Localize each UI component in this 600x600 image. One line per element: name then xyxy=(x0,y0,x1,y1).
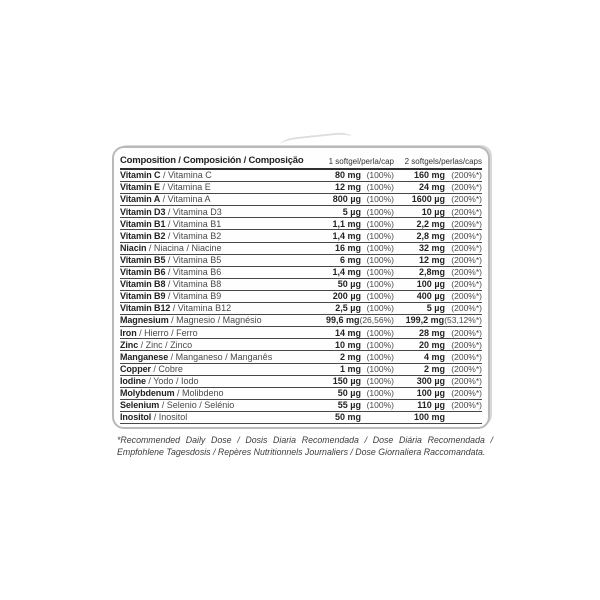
table-row xyxy=(120,351,482,363)
dose-1-value: 1,4 mg xyxy=(332,230,361,241)
table-row xyxy=(120,266,482,278)
dose-2-cell xyxy=(394,169,482,182)
dose-2-value: 10 µg xyxy=(421,206,445,217)
dose-2-value: 24 mg xyxy=(418,182,445,193)
dose-1-percent: (100%) xyxy=(366,339,394,350)
table-row xyxy=(120,242,482,254)
dose-1-value: 2,5 µg xyxy=(335,303,361,314)
dose-1-cell xyxy=(298,339,394,351)
dose-2-cell xyxy=(394,375,482,387)
nutrient-name-translations: / Molibdeno xyxy=(174,387,224,398)
dose-1-percent: (100%) xyxy=(366,400,394,411)
nutrient-name-cell xyxy=(120,303,298,315)
composition-label xyxy=(112,146,490,429)
dose-2-value: 100 mg xyxy=(413,412,445,423)
nutrient-name-translations: / Vitamina B9 xyxy=(165,291,222,302)
nutrient-name: Inositol xyxy=(120,412,152,423)
dose-2-value: 100 µg xyxy=(416,387,445,398)
nutrient-name-translations: / Vitamina C xyxy=(160,170,212,181)
dose-1-percent: (100%) xyxy=(366,254,394,265)
nutrient-name-cell xyxy=(120,254,298,266)
dose-1-value: 1 mg xyxy=(339,363,361,374)
nutrient-name: Vitamin E xyxy=(120,182,160,193)
nutrient-name-cell xyxy=(120,339,298,351)
dose-1-value: 10 mg xyxy=(334,339,361,350)
dose-1-percent: (100%) xyxy=(366,242,394,253)
header-dose-2: 2 softgels/perlas/caps xyxy=(394,151,482,169)
nutrient-name-translations: / Cobre xyxy=(150,363,183,374)
nutrient-name-translations: / Vitamina B1 xyxy=(165,218,222,229)
table-row xyxy=(120,254,482,266)
nutrient-name: Selenium xyxy=(120,400,160,411)
nutrient-name: Iron xyxy=(120,327,137,338)
dose-2-percent: (200%*) xyxy=(451,387,482,398)
nutrient-name-translations: / Vitamina D3 xyxy=(165,206,222,217)
dose-2-cell xyxy=(394,290,482,302)
dose-1-cell xyxy=(298,327,394,339)
dose-2-cell xyxy=(394,218,482,230)
dose-2-value: 5 µg xyxy=(426,303,445,314)
nutrient-name: Vitamin C xyxy=(120,170,161,181)
dose-2-value: 32 mg xyxy=(418,242,445,253)
nutrient-name-translations: / Selenio / Selénio xyxy=(159,400,235,411)
dose-1-value: 12 mg xyxy=(334,182,361,193)
dose-2-value: 20 mg xyxy=(418,339,445,350)
dose-1-value: 1,1 mg xyxy=(332,218,361,229)
dose-1-value: 16 mg xyxy=(334,242,361,253)
dose-1-cell xyxy=(298,242,394,254)
dose-2-percent: (200%*) xyxy=(451,339,482,350)
dose-2-cell xyxy=(394,206,482,218)
dose-1-percent: (100%) xyxy=(366,363,394,374)
dose-2-value: 12 mg xyxy=(418,254,445,265)
dose-1-cell xyxy=(298,399,394,411)
nutrient-name-cell xyxy=(120,278,298,290)
dose-1-percent: (100%) xyxy=(366,375,394,386)
dose-2-value: 400 µg xyxy=(416,291,445,302)
dose-1-value: 2 mg xyxy=(339,351,361,362)
dose-2-percent: (200%*) xyxy=(451,375,482,386)
dose-2-value: 100 µg xyxy=(416,279,445,290)
nutrient-name-cell xyxy=(120,351,298,363)
composition-table-header xyxy=(120,151,482,169)
dose-1-value: 50 mg xyxy=(334,412,361,423)
footnote-rdd: *Recommended Daily Dose / Dosis Diaria Recomendada / Dose Diária Recomendada / Empfohlene Tagesdosis / Repères Nutritionnels Journaliers / Dose Giornaliera Raccomandata. xyxy=(117,435,493,457)
table-row xyxy=(120,399,482,411)
table-row xyxy=(120,363,482,375)
nutrient-name-cell xyxy=(120,411,298,423)
dose-1-value: 50 µg xyxy=(337,387,361,398)
nutrient-name-translations: / Vitamina B2 xyxy=(165,230,222,241)
dose-2-cell xyxy=(394,230,482,242)
nutrient-name: Vitamin B8 xyxy=(120,279,166,290)
dose-2-percent: (200%*) xyxy=(451,242,482,253)
nutrient-name: Copper xyxy=(120,363,151,374)
nutrient-name-cell xyxy=(120,242,298,254)
table-row xyxy=(120,411,482,423)
nutrient-name: Iodine xyxy=(120,375,146,386)
dose-2-value: 28 mg xyxy=(418,327,445,338)
dose-2-cell xyxy=(394,327,482,339)
dose-1-percent: (100%) xyxy=(366,267,394,278)
dose-1-cell xyxy=(298,411,394,423)
table-row xyxy=(120,315,482,327)
table-row xyxy=(120,218,482,230)
nutrient-name-translations: / Vitamina B6 xyxy=(165,267,222,278)
nutrient-name: Manganese xyxy=(120,351,169,362)
nutrient-name-translations: / Manganeso / Manganês xyxy=(168,351,273,362)
nutrient-name: Vitamin B6 xyxy=(120,267,166,278)
dose-2-value: 1600 µg xyxy=(411,194,445,205)
nutrient-name-translations: / Vitamina A xyxy=(160,194,211,205)
nutrient-name-translations: / Vitamina E xyxy=(159,182,211,193)
nutrient-name-translations: / Vitamina B12 xyxy=(170,303,232,314)
nutrient-name: Magnesium xyxy=(120,315,169,326)
dose-1-value: 50 µg xyxy=(337,279,361,290)
dose-2-cell xyxy=(394,266,482,278)
composition-table xyxy=(120,151,482,424)
dose-2-percent: (200%*) xyxy=(451,400,482,411)
dose-2-value: 199,2 mg xyxy=(405,315,445,326)
dose-1-cell xyxy=(298,363,394,375)
nutrient-name-translations: / Niacina / Niacine xyxy=(146,242,222,253)
table-row xyxy=(120,194,482,206)
dose-2-percent: (200%*) xyxy=(451,218,482,229)
dose-2-value: 2,2 mg xyxy=(416,218,445,229)
nutrient-name: Vitamin D3 xyxy=(120,206,166,217)
dose-1-cell xyxy=(298,315,394,327)
nutrient-name-cell xyxy=(120,230,298,242)
nutrient-name: Zinc xyxy=(120,339,139,350)
dose-1-cell xyxy=(298,278,394,290)
nutrient-name-cell xyxy=(120,315,298,327)
table-row xyxy=(120,387,482,399)
nutrient-name-translations: / Yodo / Iodo xyxy=(145,375,199,386)
dose-1-value: 55 µg xyxy=(337,400,361,411)
dose-1-cell xyxy=(298,218,394,230)
dose-2-cell xyxy=(394,315,482,327)
dose-1-value: 14 mg xyxy=(334,327,361,338)
nutrient-name: Vitamin B9 xyxy=(120,291,166,302)
nutrient-name-cell xyxy=(120,266,298,278)
table-row xyxy=(120,327,482,339)
dose-2-cell xyxy=(394,411,482,423)
nutrient-name-cell xyxy=(120,194,298,206)
dose-2-cell xyxy=(394,399,482,411)
nutrient-name-translations: / Zinc / Zinco xyxy=(138,339,193,350)
dose-1-cell xyxy=(298,254,394,266)
table-row xyxy=(120,230,482,242)
nutrient-name-cell xyxy=(120,327,298,339)
dose-2-percent: (200%*) xyxy=(451,206,482,217)
nutrient-name-cell xyxy=(120,290,298,302)
dose-2-cell xyxy=(394,351,482,363)
dose-2-percent: (200%*) xyxy=(451,170,482,181)
dose-2-percent: (200%*) xyxy=(451,363,482,374)
dose-1-cell xyxy=(298,194,394,206)
dose-1-percent: (100%) xyxy=(366,351,394,362)
dose-2-percent: (200%*) xyxy=(451,291,482,302)
dose-1-cell xyxy=(298,206,394,218)
dose-2-percent: (200%*) xyxy=(451,303,482,314)
dose-1-percent: (100%) xyxy=(366,279,394,290)
dose-1-percent: (100%) xyxy=(366,194,394,205)
dose-2-percent: (200%*) xyxy=(451,327,482,338)
nutrient-name: Vitamin B12 xyxy=(120,303,171,314)
dose-2-percent: (200%*) xyxy=(451,254,482,265)
dose-1-value: 800 µg xyxy=(332,194,361,205)
dose-1-value: 150 µg xyxy=(332,375,361,386)
dose-1-cell xyxy=(298,387,394,399)
dose-1-percent: (100%) xyxy=(366,303,394,314)
dose-1-cell xyxy=(298,303,394,315)
dose-1-value: 200 µg xyxy=(332,291,361,302)
dose-1-percent: (100%) xyxy=(366,387,394,398)
dose-1-value: 6 mg xyxy=(339,254,361,265)
dose-2-value: 2,8mg xyxy=(418,267,445,278)
table-row xyxy=(120,339,482,351)
dose-2-percent: (53,12%*) xyxy=(444,315,482,326)
table-row xyxy=(120,169,482,182)
nutrient-name-translations: / Vitamina B5 xyxy=(165,254,222,265)
dose-2-cell xyxy=(394,242,482,254)
nutrient-name: Vitamin B1 xyxy=(120,218,166,229)
dose-2-cell xyxy=(394,194,482,206)
nutrient-name: Vitamin B5 xyxy=(120,254,166,265)
dose-1-percent: (100%) xyxy=(366,182,394,193)
dose-2-value: 160 mg xyxy=(413,170,445,181)
dose-2-cell xyxy=(394,254,482,266)
dose-1-percent: (100%) xyxy=(366,206,394,217)
dose-2-value: 4 mg xyxy=(423,351,445,362)
dose-2-value: 110 µg xyxy=(417,400,445,411)
nutrient-name-cell xyxy=(120,387,298,399)
dose-2-value: 2,8 mg xyxy=(416,230,445,241)
dose-1-value: 99,6 mg xyxy=(325,315,360,326)
table-row xyxy=(120,278,482,290)
nutrient-name-cell xyxy=(120,206,298,218)
dose-2-percent: (200%*) xyxy=(451,279,482,290)
table-row xyxy=(120,290,482,302)
nutrient-name-cell xyxy=(120,375,298,387)
dose-2-cell xyxy=(394,182,482,194)
nutrient-name: Niacin xyxy=(120,242,147,253)
nutrient-name-cell xyxy=(120,399,298,411)
nutrient-name-translations: / Magnesio / Magnésio xyxy=(168,315,262,326)
dose-1-cell xyxy=(298,182,394,194)
nutrient-name-cell xyxy=(120,218,298,230)
dose-2-value: 300 µg xyxy=(416,375,445,386)
dose-2-cell xyxy=(394,278,482,290)
dose-2-value: 2 mg xyxy=(423,363,445,374)
dose-1-cell xyxy=(298,290,394,302)
nutrient-name: Vitamin A xyxy=(120,194,161,205)
header-row xyxy=(120,151,482,169)
table-row xyxy=(120,182,482,194)
dose-1-value: 5 µg xyxy=(342,206,361,217)
table-row xyxy=(120,206,482,218)
dose-2-cell xyxy=(394,339,482,351)
table-row xyxy=(120,375,482,387)
dose-2-percent: (200%*) xyxy=(451,230,482,241)
dose-2-cell xyxy=(394,303,482,315)
nutrient-name-translations: / Vitamina B8 xyxy=(165,279,222,290)
dose-1-value: 80 mg xyxy=(334,170,361,181)
nutrient-name: Vitamin B2 xyxy=(120,230,166,241)
dose-1-percent: (100%) xyxy=(366,327,394,338)
nutrient-name-translations: / Inositol xyxy=(151,412,188,423)
composition-table-body xyxy=(120,169,482,423)
nutrient-name: Molybdenum xyxy=(120,387,175,398)
dose-2-percent: (200%*) xyxy=(451,351,482,362)
dose-1-percent: (100%) xyxy=(366,230,394,241)
nutrient-name-cell xyxy=(120,182,298,194)
nutrient-name-cell xyxy=(120,169,298,182)
dose-1-cell xyxy=(298,375,394,387)
dose-1-percent: (26,56%) xyxy=(359,315,394,326)
dose-2-percent: (200%*) xyxy=(451,194,482,205)
dose-2-cell xyxy=(394,363,482,375)
dose-1-percent: (100%) xyxy=(366,218,394,229)
dose-2-percent: (200%*) xyxy=(451,182,482,193)
header-composition: Composition / Composición / Composição xyxy=(120,151,298,169)
header-dose-1: 1 softgel/perla/cap xyxy=(298,151,394,169)
table-row xyxy=(120,303,482,315)
dose-1-cell xyxy=(298,351,394,363)
dose-1-value: 1,4 mg xyxy=(332,267,361,278)
dose-1-cell xyxy=(298,169,394,182)
nutrient-name-cell xyxy=(120,363,298,375)
dose-1-cell xyxy=(298,266,394,278)
nutrient-name-translations: / Hierro / Ferro xyxy=(136,327,198,338)
dose-2-percent: (200%*) xyxy=(451,267,482,278)
dose-1-cell xyxy=(298,230,394,242)
dose-2-cell xyxy=(394,387,482,399)
dose-1-percent: (100%) xyxy=(366,291,394,302)
dose-1-percent: (100%) xyxy=(366,170,394,181)
